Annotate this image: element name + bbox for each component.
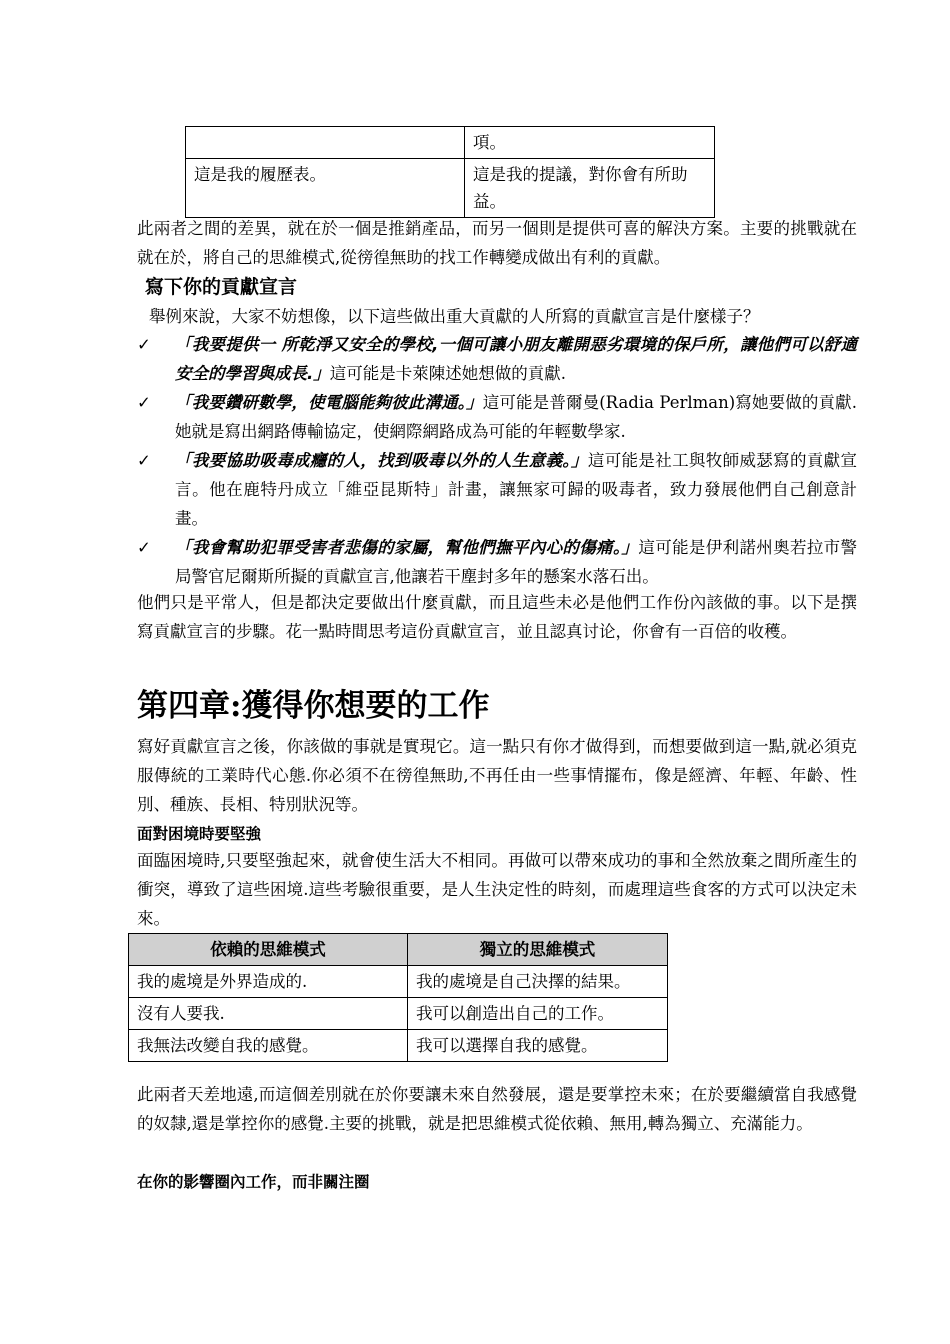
- item-text: 這可能是社工與牧師威瑟寫的貢獻宣言。他在鹿特丹成立「維亞昆斯特」計畫，讓無家可歸的吸毒者，致力發展他們自己創意計畫。: [175, 451, 857, 528]
- table-row: [186, 127, 715, 159]
- table-cell: [186, 127, 465, 159]
- table-cell: 沒有人要我.: [129, 998, 408, 1030]
- table-cell: 我的處境是外界造成的.: [129, 966, 408, 998]
- table-cell: 我可以創造出自己的工作。: [408, 998, 668, 1030]
- paragraph: 此兩者天差地遠,而這個差別就在於你要讓未來自然發展，還是要掌控未來；在於要繼續當自我感覺的奴隸,還是掌控你的感覺.主要的挑戰，就是把思維模式從依賴、無用,轉為獨立、充滿能力。: [137, 1085, 857, 1133]
- table-row: [186, 159, 715, 218]
- list-item: [137, 533, 857, 591]
- table-cell: 我無法改變自我的感覺。: [129, 1030, 408, 1062]
- checkmark-icon: ✓: [137, 451, 151, 470]
- checkmark-icon: ✓: [137, 538, 151, 557]
- checkmark-icon: ✓: [137, 393, 151, 412]
- paragraph: 此兩者之間的差異，就在於一個是推銷產品，而另一個則是提供可喜的解決方案。主要的挑戰就在就在於，將自己的思維模式,從徬徨無助的找工作轉變成做出有利的貢獻。: [137, 219, 857, 267]
- table-cell: 這是我的履歷表。: [186, 159, 465, 218]
- table-cell: 我可以選擇自我的感覺。: [408, 1030, 668, 1062]
- chapter-title: 第四章:獲得你想要的工作: [137, 688, 490, 724]
- table-header: 獨立的思維模式: [408, 934, 668, 966]
- intro-paragraph: 舉例來說，大家不妨想像，以下這些做出重大貢獻的人所寫的貢獻宣言是什麼樣子？: [149, 307, 760, 326]
- table-pitch-comparison: [185, 126, 715, 218]
- contribution-examples-list: [137, 330, 857, 591]
- item-text: 這可能是伊利諾州奧若拉市警局警官尼爾斯所擬的貢獻宣言,他讓若干塵封多年的懸案水落石出。: [175, 538, 857, 586]
- table-row: [129, 966, 668, 998]
- item-text: 這可能是卡萊陳述她想做的貢獻.: [329, 364, 567, 383]
- quote-text: 「我要鑽研數學，使電腦能夠彼此溝通。」: [175, 393, 483, 412]
- list-item: [137, 388, 857, 446]
- paragraph: 寫好貢獻宣言之後，你該做的事就是實現它。這一點只有你才做得到，而想要做到這一點,就必須克服傳統的工業時代心態.你必須不在徬徨無助,不再任由一些事情擺布，像是經濟、年輕、年齡、性別、種族、長相、特別狀況等。: [137, 737, 857, 814]
- table-mindset-comparison: [128, 933, 668, 1062]
- list-item: [137, 330, 857, 388]
- checkmark-icon: ✓: [137, 335, 151, 354]
- paragraph: 他們只是平常人，但是都決定要做出什麼貢獻，而且這些未必是他們工作份內該做的事。以下是撰寫貢獻宣言的步驟。花一點時間思考這份貢獻宣言，並且認真讨论，你會有一百倍的收穫。: [137, 593, 857, 641]
- item-text: 這可能是普爾曼(Radia Perlman)寫她要做的貢獻.她就是寫出網路傳輸協定，使網際網路成為可能的年輕數學家.: [175, 393, 857, 441]
- table-header-row: [129, 934, 668, 966]
- table-header: 依賴的思維模式: [129, 934, 408, 966]
- table-cell: 我的處境是自己決擇的結果。: [408, 966, 668, 998]
- quote-text: 「我會幫助犯罪受害者悲傷的家屬，幫他們撫平內心的傷痛。」: [175, 538, 639, 557]
- quote-text: 「我要提供一 所乾淨又安全的學校,一個可讓小朋友離開惡劣環境的保戶所，讓他們可以舒適安全的學習與成長.」: [175, 335, 857, 383]
- list-item: [137, 446, 857, 533]
- table-cell: 項。: [465, 127, 715, 159]
- table-cell: 這是我的提議，對你會有所助益。: [465, 159, 715, 218]
- quote-text: 「我要協助吸毒成癮的人，找到吸毒以外的人生意義。」: [175, 451, 588, 470]
- table-row: [129, 998, 668, 1030]
- section-heading-contribution: 寫下你的貢獻宣言: [145, 276, 298, 298]
- table-row: [129, 1030, 668, 1062]
- section-heading-adversity: 面對困境時要堅強: [137, 825, 262, 843]
- paragraph: 面臨困境時,只要堅強起來，就會使生活大不相同。再做可以帶來成功的事和全然放棄之間所產生的衝突，導致了這些困境.這些考驗很重要，是人生決定性的時刻，而處理這些食客的方式可以決定未來。: [137, 851, 857, 928]
- section-heading-influence: 在你的影響圈內工作，而非關注圈: [137, 1173, 370, 1191]
